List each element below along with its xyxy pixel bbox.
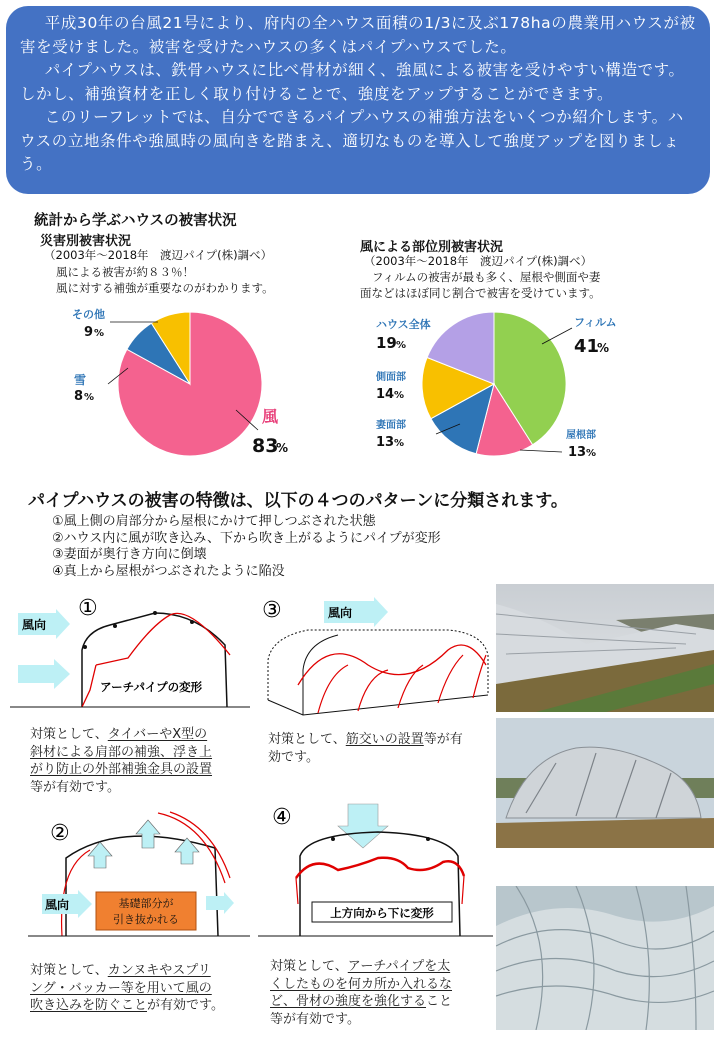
pattern-item: ②ハウス内に風が吹き込み、下から吹き上がるようにパイプが変形 — [52, 530, 441, 546]
left-note-2: 風に対する補強が重要なのがわかります。 — [56, 281, 274, 295]
pie-label: % — [396, 340, 407, 351]
pie-label: % — [94, 328, 105, 339]
diagram-label: 上方向から下に変形 — [330, 906, 434, 920]
diagram-number: ③ — [262, 598, 282, 623]
right-note-1: フィルムの被害が最も多く、屋根や側面や妻 — [372, 270, 601, 284]
pie-chart-damage-type — [118, 312, 262, 456]
deformed-pipes — [298, 645, 486, 685]
wind-label: 風向 — [22, 618, 47, 632]
pie-label: 8 — [74, 389, 84, 404]
foundation-label-2: 引き抜かれる — [113, 913, 179, 926]
pie-chart-damage-part — [422, 312, 566, 456]
right-note-2: 面などはほぼ同じ割合で被害を受けています。 — [360, 286, 601, 300]
diagram-number: ② — [50, 821, 70, 846]
pie-label: フィルム — [574, 316, 617, 329]
pie-label: 風 — [262, 407, 279, 426]
pie-label: 13 — [376, 435, 395, 450]
measure-1: 対策として、タイバーやX型の 斜材による肩部の補強、浮き上 がり防止の外部補強金具の設置 等が有効です。 — [30, 727, 213, 795]
deformed-arch — [96, 613, 230, 665]
wind-arrow-head — [56, 609, 70, 639]
wind-label: 風向 — [45, 898, 70, 912]
foundation-label-1: 基礎部分が — [118, 897, 174, 910]
left-note-1: 風による被害が約８３％！ — [56, 265, 194, 279]
pie-label: % — [84, 392, 95, 403]
diagram-number: ① — [78, 596, 98, 621]
wind-label: 風向 — [328, 606, 353, 620]
damage-photo-3 — [496, 886, 714, 1030]
left-subheading: 災害別被害状況 — [40, 234, 132, 249]
diagram-number: ④ — [272, 805, 292, 830]
left-source: （2003年〜2018年 渡辺パイプ(株)調べ） — [44, 248, 273, 262]
right-source: （2003年〜2018年 渡辺パイプ(株)調べ） — [364, 254, 593, 268]
intro-box — [6, 6, 710, 194]
pie-label: % — [276, 441, 289, 455]
pattern-item: ①風上側の肩部分から屋根にかけて押しつぶされた状態 — [52, 514, 376, 529]
pie-label: その他 — [72, 308, 105, 321]
deformed-roof — [296, 858, 464, 878]
diagram-4 — [258, 796, 493, 946]
pie-label: 雪 — [74, 373, 87, 387]
intro-paragraph-3: このリーフレットでは、自分でできるパイプハウスの補強方法をいくつか紹介します。ハウスの立地条件や強風時の風向きを踏まえ、適切なものを導入して強度アップを図りましょう。 — [20, 108, 684, 173]
measure-2: 対策として、カンヌキやスプリ ング・バッカー等を用いて風の 吹き込みを防ぐことが有効です。 — [30, 963, 224, 1013]
damage-photo-2 — [496, 718, 714, 848]
measure-3: 対策として、筋交いの設置等が有 効です。 — [268, 732, 463, 765]
pie-label: 妻面部 — [376, 420, 406, 431]
pie-label: 83 — [252, 435, 279, 457]
pie-leader-line — [520, 450, 562, 452]
patterns-list — [52, 514, 441, 580]
diagram-3 — [258, 595, 493, 725]
pie-label: 側面部 — [376, 372, 406, 383]
diagram-label: アーチパイプの変形 — [100, 680, 203, 694]
intro-paragraph-2: パイプハウスは、鉄骨ハウスに比べ骨材が細く、強風による被害を受けやすい構造です。しかし、補強資材を正しく取り付けることで、強度をアップすることができます。 — [20, 61, 685, 103]
pie-label: 19 — [376, 334, 397, 352]
up-arrow — [136, 820, 160, 848]
wind-arrow-2 — [18, 665, 54, 683]
pie-charts-svg — [0, 300, 720, 470]
diagram-2 — [0, 808, 250, 948]
up-arrow — [175, 838, 199, 864]
pattern-item: ④真上から屋根がつぶされたように陥没 — [52, 563, 285, 579]
pie-label: % — [586, 448, 597, 459]
pie-label: 9 — [84, 325, 94, 340]
diagram-1 — [0, 595, 250, 720]
measure-4: 対策として、アーチパイプを太 くしたものを何カ所か入れるな ど、骨材の強度を強化すること 等が有効です。 — [270, 959, 453, 1027]
right-subheading: 風による部位別被害状況 — [360, 240, 504, 255]
damage-photo-1 — [496, 584, 714, 712]
up-arrow — [88, 842, 112, 868]
pie-label: % — [394, 438, 405, 449]
patterns-title: パイプハウスの被害の特徴は、以下の４つのパターンに分類されます。 — [28, 491, 568, 511]
stats-heading: 統計から学ぶハウスの被害状況 — [34, 213, 237, 229]
pie-label: % — [597, 341, 610, 355]
pattern-item: ③妻面が奥行き方向に倒壊 — [52, 547, 207, 562]
intro-paragraph-1: 平成30年の台風21号により、府内の全ハウス面積の1/3に及ぶ178haの農業用ハウスが被害を受けました。被害を受けたハウスの多くはパイプハウスでした。 — [20, 14, 696, 56]
down-arrow — [338, 804, 388, 848]
pie-label: 14 — [376, 387, 395, 402]
pie-label: ハウス全体 — [376, 318, 431, 331]
pie-label: % — [394, 390, 405, 401]
pie-label: 41 — [574, 336, 600, 357]
pie-label: 13 — [568, 445, 587, 460]
pie-label: 屋根部 — [566, 430, 596, 441]
